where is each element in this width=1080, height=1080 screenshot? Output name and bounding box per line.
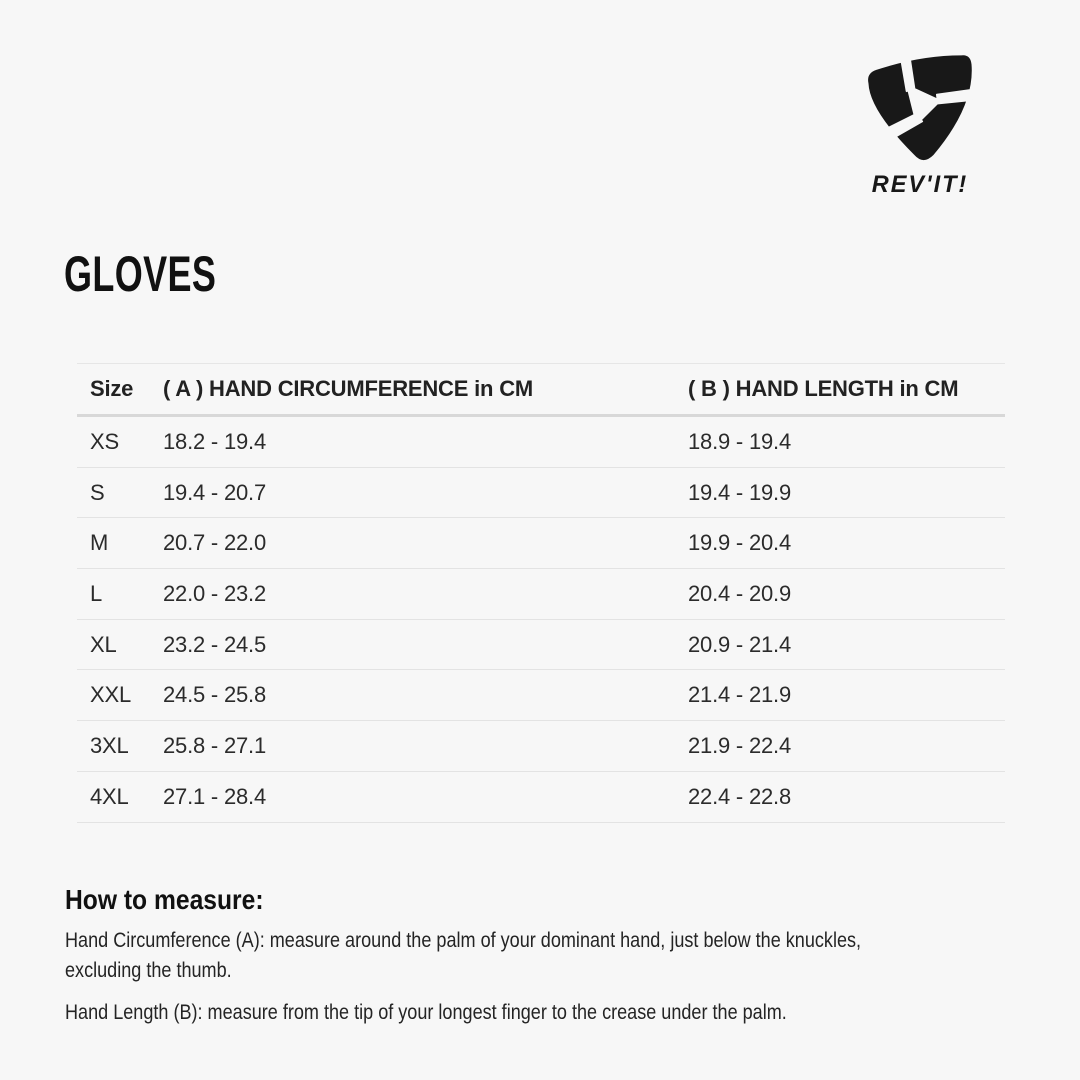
table-row (77, 670, 1005, 721)
table-row (77, 518, 1005, 569)
table-row (77, 417, 1005, 468)
cell-hand-length: 21.4 - 21.9 (688, 682, 791, 708)
table-header-row (77, 363, 1005, 417)
header-hand-length: ( B ) HAND LENGTH in CM (688, 376, 959, 401)
size-table (77, 363, 1005, 823)
how-to-measure-section (65, 884, 1045, 1040)
measure-paragraph (65, 998, 1045, 1028)
paragraph-line: Hand Length (B): measure from the tip of your longest finger to the crease under the palm. (65, 1001, 787, 1024)
cell-hand-circumference: 19.4 - 20.7 (163, 479, 266, 505)
measure-paragraph (65, 926, 1045, 986)
cell-size: XS (90, 428, 119, 454)
table-row (77, 569, 1005, 620)
cell-size: 3XL (90, 732, 129, 758)
cell-hand-length: 19.4 - 19.9 (688, 479, 791, 505)
cell-hand-length: 22.4 - 22.8 (688, 783, 791, 809)
cell-hand-length: 20.4 - 20.9 (688, 580, 791, 606)
cell-size: 4XL (90, 783, 129, 809)
header-hand-circumference: ( A ) HAND CIRCUMFERENCE in CM (163, 376, 534, 401)
header-size: Size (90, 376, 134, 401)
cell-hand-circumference: 20.7 - 22.0 (163, 530, 266, 556)
cell-hand-length: 21.9 - 22.4 (688, 732, 791, 758)
brand-block (850, 48, 990, 199)
cell-size: XXL (90, 682, 131, 708)
page-title: GLOVES (64, 246, 217, 302)
brand-wordmark: REV'IT! (871, 171, 969, 198)
cell-hand-circumference: 18.2 - 19.4 (163, 428, 266, 454)
cell-hand-length: 18.9 - 19.4 (688, 428, 791, 454)
table-row (77, 468, 1005, 519)
paragraph-line: excluding the thumb. (65, 959, 232, 982)
paragraph-line: Hand Circumference (A): measure around the palm of your dominant hand, just below the knuckles, (65, 929, 862, 952)
cell-size: S (90, 479, 105, 505)
cell-hand-circumference: 25.8 - 27.1 (163, 732, 266, 758)
cell-size: XL (90, 631, 117, 657)
size-table-body (77, 417, 1005, 823)
cell-hand-circumference: 23.2 - 24.5 (163, 631, 266, 657)
table-row (77, 721, 1005, 772)
table-row (77, 772, 1005, 823)
cell-hand-circumference: 27.1 - 28.4 (163, 783, 266, 809)
how-to-measure-heading: How to measure: (65, 884, 264, 915)
cell-hand-length: 19.9 - 20.4 (688, 530, 791, 556)
cell-size: L (90, 580, 103, 606)
table-row (77, 620, 1005, 671)
cell-hand-length: 20.9 - 21.4 (688, 631, 791, 657)
cell-hand-circumference: 24.5 - 25.8 (163, 682, 266, 708)
cell-size: M (90, 530, 109, 556)
measure-paragraphs (65, 926, 1045, 1028)
cell-hand-circumference: 22.0 - 23.2 (163, 580, 266, 606)
revit-shield-icon (850, 48, 990, 168)
